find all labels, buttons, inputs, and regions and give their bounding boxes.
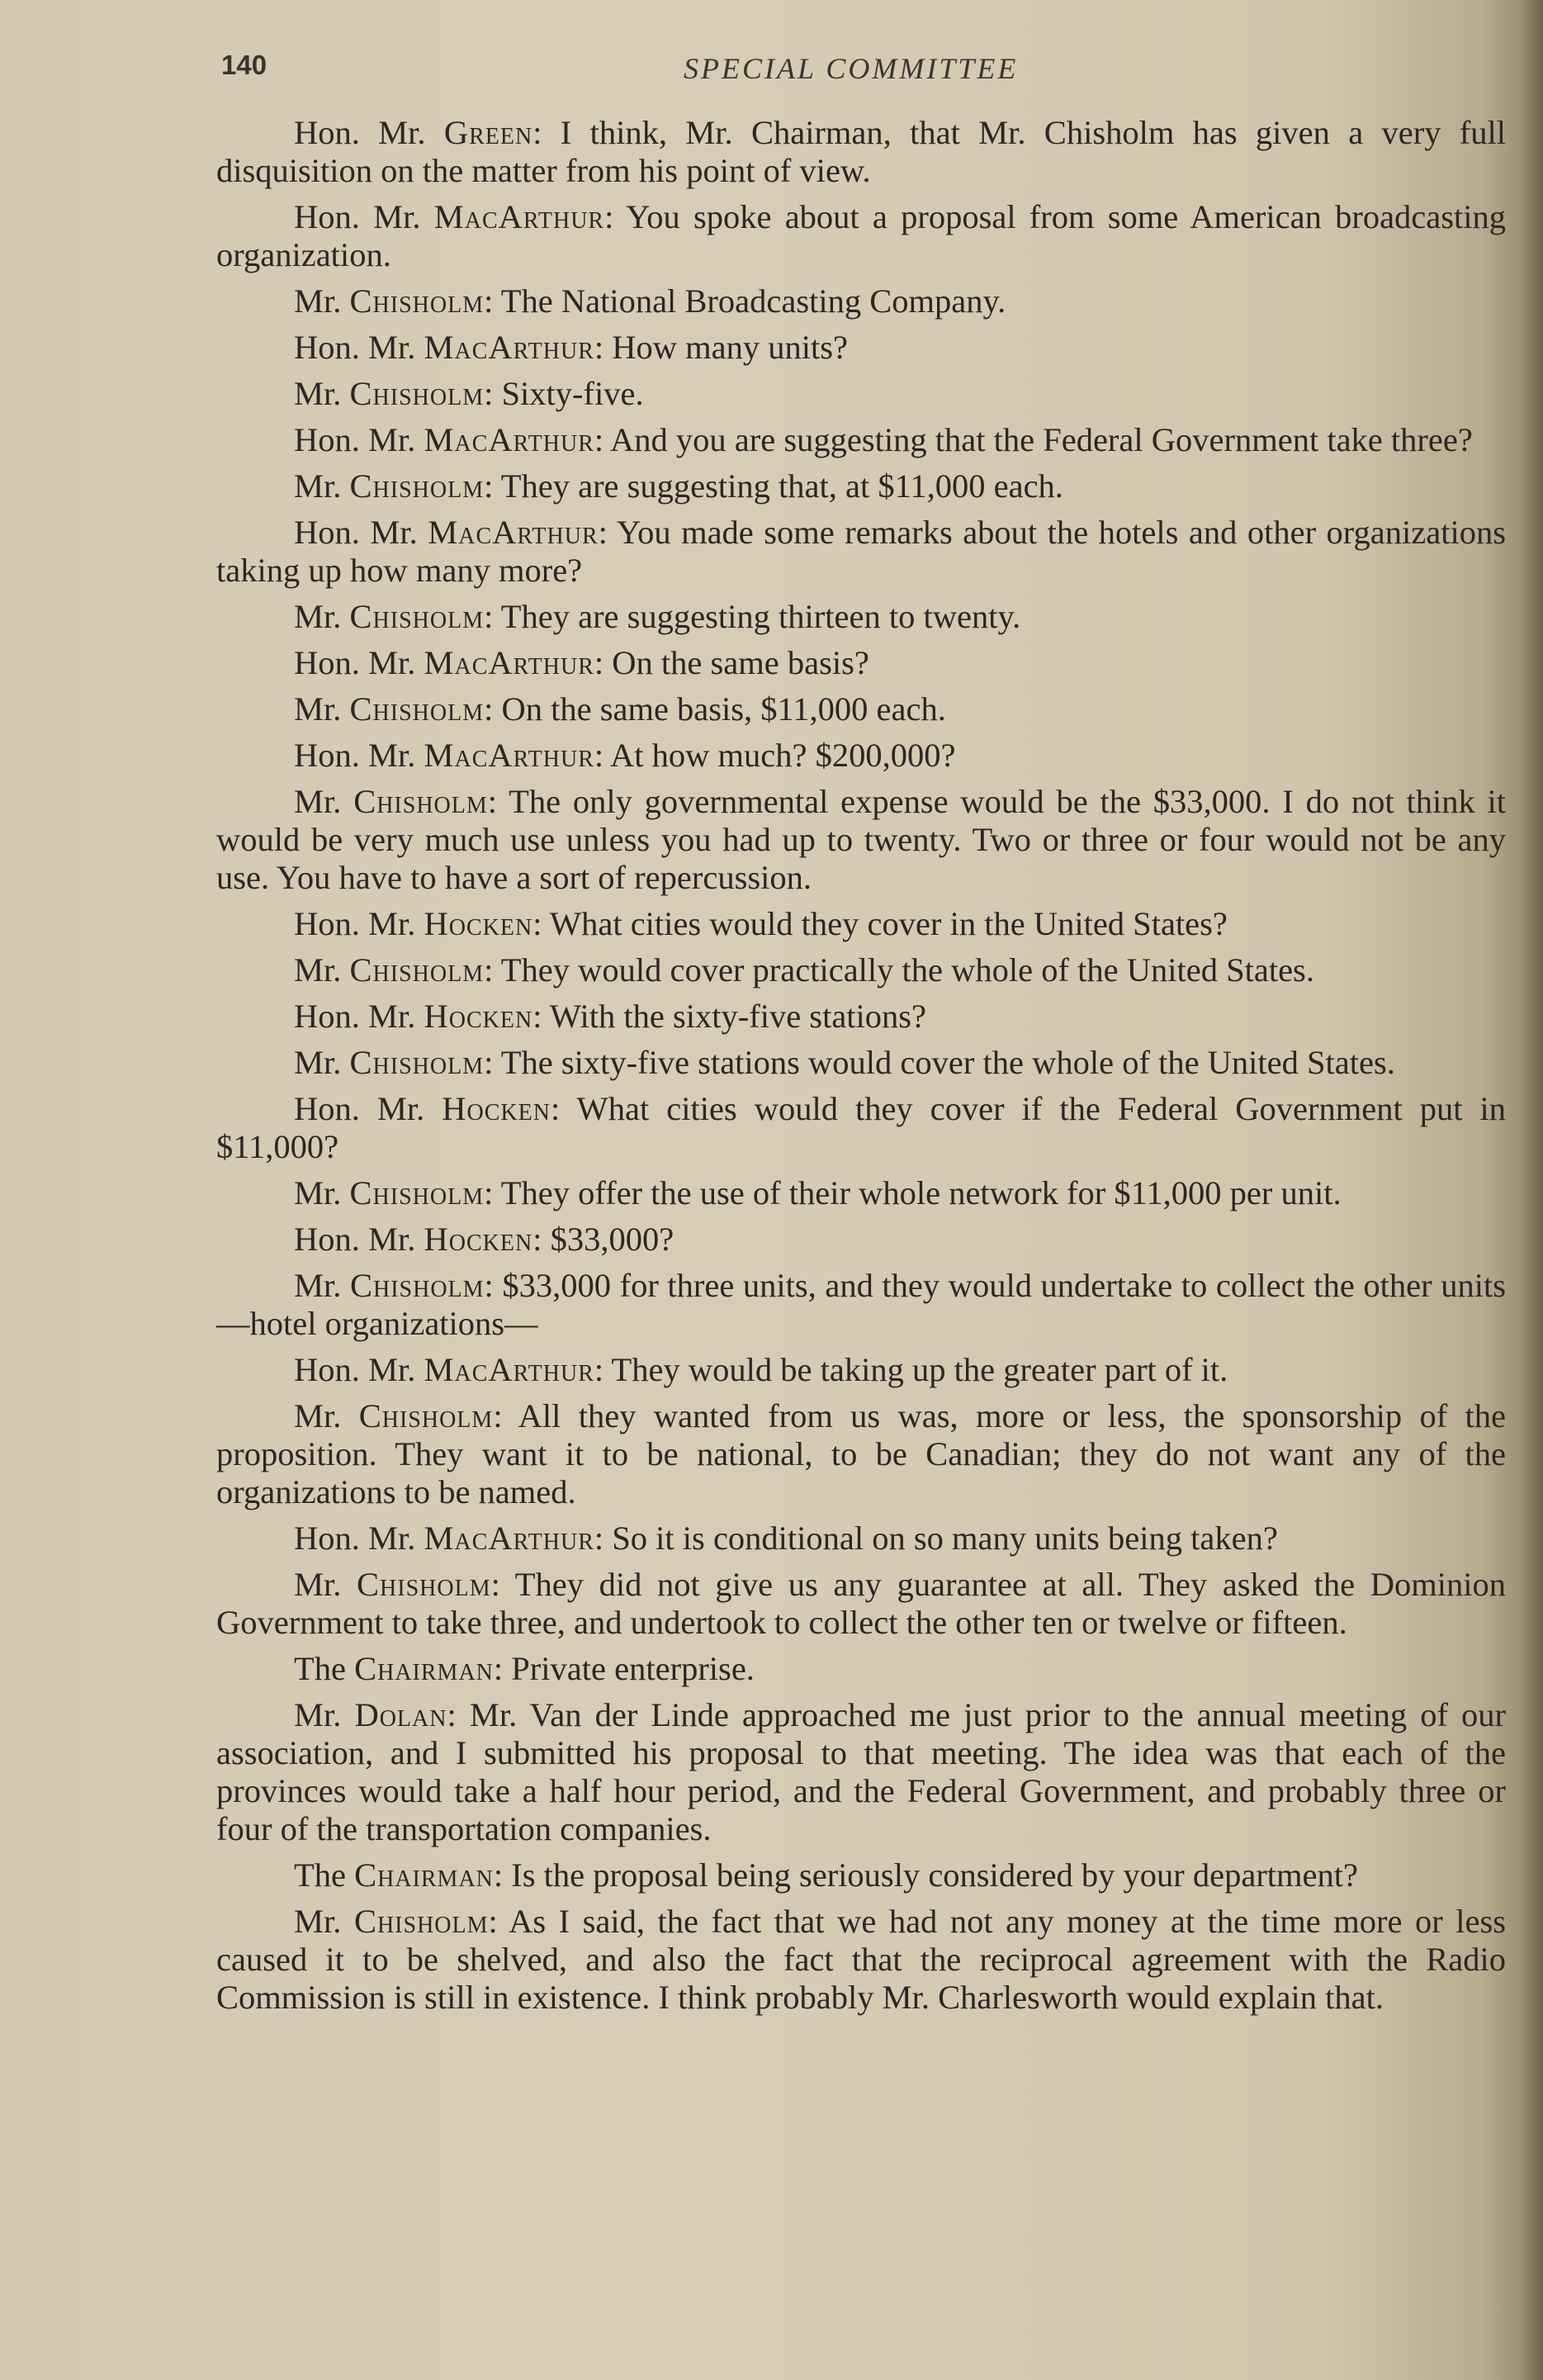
speech-text: The only governmental expense would be the $33,000. I do not think it would be very much use unless you had up to twenty. Two or three or four would not be any use. You have to have a sort of repercussion. xyxy=(216,783,1507,896)
speech-text: At how much? $200,000? xyxy=(610,737,956,774)
speech-text: $33,000 for three units, and they would undertake to collect the other units—hotel organizations— xyxy=(216,1267,1506,1342)
transcript-paragraph: Hon. Mr. Hocken: With the sixty-five stations? xyxy=(294,998,927,1035)
transcript-paragraph: Mr. Chisholm: The only governmental expense would be the $33,000. I do not think it would be very much use unless you had up to twenty. Two or three or four would not be any use. You have to have a sort of repercussion. xyxy=(216,783,1507,896)
speaker-title: Hon. Mr. xyxy=(294,1351,416,1388)
speaker-name: Hocken xyxy=(424,905,533,942)
speech-text: How many units? xyxy=(612,329,848,366)
speaker-name: Hocken xyxy=(424,998,533,1035)
speaker-name: Chairman xyxy=(354,1856,494,1894)
speaker-name: MacArthur xyxy=(424,1520,594,1557)
transcript-paragraph: Mr. Chisholm: All they wanted from us was, more or less, the sponsorship of the proposition. They want it to be national, to be Canadian; they do not want any of the organizations to be named. xyxy=(216,1397,1506,1510)
speech-text: On the same basis, $11,000 each. xyxy=(501,690,946,728)
speaker-title: Mr. xyxy=(294,282,342,320)
transcript-paragraph: Mr. Chisholm: They are suggesting that, at $11,000 each. xyxy=(294,467,1063,505)
speaker-title: The xyxy=(294,1650,346,1687)
transcript-paragraph: Hon. Mr. Hocken: What cities would they cover if the Federal Government put in $11,000? xyxy=(216,1090,1506,1165)
transcript-paragraph: Mr. Chisholm: On the same basis, $11,000 each. xyxy=(294,690,946,728)
speaker-title: Mr. xyxy=(294,783,342,820)
speech-text: The sixty-five stations would cover the whole of the United States. xyxy=(500,1044,1395,1081)
speaker-title: Hon. Mr. xyxy=(294,905,416,942)
transcript-paragraph: Mr. Chisholm: They offer the use of their whole network for $11,000 per unit. xyxy=(294,1174,1342,1211)
transcript-paragraph: Mr. Dolan: Mr. Van der Linde approached me just prior to the annual meeting of our association, and I submitted his proposal to that meeting. The idea was that each of the provinces would take a half hour period, and the Federal Government, and probably three or four of the transportation companies. xyxy=(216,1696,1507,1847)
transcript-paragraph: Hon. Mr. Green: I think, Mr. Chairman, that Mr. Chisholm has given a very full disquisition on the matter from his point of view. xyxy=(216,114,1506,189)
page-edge-shadow xyxy=(1522,0,1543,2380)
speaker-title: Mr. xyxy=(294,1044,342,1081)
page-number: 140 xyxy=(221,50,267,80)
speaker-name: MacArthur xyxy=(433,198,605,235)
speech-text: They offer the use of their whole network for $11,000 per unit. xyxy=(500,1174,1342,1211)
speech-text: With the sixty-five stations? xyxy=(549,998,927,1035)
speaker-title: Mr. xyxy=(294,467,342,505)
speaker-title: Hon. Mr. xyxy=(294,1221,416,1258)
speech-text: Sixty-five. xyxy=(501,375,644,412)
speaker-title: Hon. Mr. xyxy=(294,998,416,1035)
transcript-paragraph: Mr. Chisholm: They did not give us any guarantee at all. They asked the Dominion Government to take three, and undertook to collect the other ten or twelve or fifteen. xyxy=(216,1566,1507,1641)
transcript-paragraph: Hon. Mr. MacArthur: So it is conditional on so many units being taken? xyxy=(294,1520,1278,1557)
speech-text: On the same basis? xyxy=(612,644,869,681)
transcript-paragraph: The Chairman: Is the proposal being seriously considered by your department? xyxy=(294,1856,1359,1894)
speaker-title: Hon. Mr. xyxy=(294,198,421,235)
speech-text: You spoke about a proposal from some American broadcasting organization. xyxy=(216,198,1507,273)
speaker-name: Chisholm xyxy=(349,598,485,635)
transcript-paragraph: Mr. Chisholm: They are suggesting thirteen to twenty. xyxy=(294,598,1021,635)
speaker-name: Hocken xyxy=(442,1090,551,1127)
speaker-title: Mr. xyxy=(294,951,342,989)
speech-text: All they wanted from us was, more or less, the sponsorship of the proposition. They want it to be national, to be Canadian; they do not want any of the organizations to be named. xyxy=(216,1397,1506,1510)
speaker-title: Hon. Mr. xyxy=(294,329,416,366)
speaker-name: MacArthur xyxy=(424,421,594,458)
speech-text: I think, Mr. Chairman, that Mr. Chisholm has given a very full disquisition on the matter from his point of view. xyxy=(216,114,1506,189)
transcript-paragraph: Mr. Chisholm: As I said, the fact that we had not any money at the time more or less caused it to be shelved, and also the fact that the reciprocal agreement with the Radio Commission is still in existence. I think probably Mr. Charlesworth would explain that. xyxy=(216,1903,1506,2016)
speaker-name: Hocken xyxy=(424,1221,533,1258)
speaker-title: Hon. Mr. xyxy=(294,737,416,774)
speech-text: What cities would they cover if the Federal Government put in $11,000? xyxy=(216,1090,1506,1165)
transcript-paragraph: The Chairman: Private enterprise. xyxy=(294,1650,755,1687)
speaker-title: Hon. Mr. xyxy=(294,644,416,681)
speaker-title: Mr. xyxy=(294,1903,342,1940)
speaker-name: MacArthur xyxy=(424,1351,594,1388)
speaker-name: Chisholm xyxy=(353,783,488,820)
speaker-name: MacArthur xyxy=(428,514,599,551)
speaker-title: Hon. Mr. xyxy=(294,1520,416,1557)
speaker-name: MacArthur xyxy=(424,737,594,774)
speech-text: You made some remarks about the hotels and other organizations taking up how many more? xyxy=(216,514,1507,589)
speech-text: They would be taking up the greater part of it. xyxy=(611,1351,1228,1388)
speaker-title: Hon. Mr. xyxy=(294,1090,425,1127)
transcript-paragraph: Hon. Mr. Hocken: $33,000? xyxy=(294,1221,674,1258)
speaker-title: Mr. xyxy=(294,375,342,412)
speaker-name: Chisholm xyxy=(349,1044,485,1081)
speech-text: They did not give us any guarantee at all. They asked the Dominion Government to take three, and undertook to collect the other ten or twelve or fifteen. xyxy=(216,1566,1507,1641)
transcript-paragraph: Hon. Mr. MacArthur: They would be taking up the greater part of it. xyxy=(294,1351,1228,1388)
speaker-name: Chisholm xyxy=(357,1566,491,1603)
page-header xyxy=(221,50,1503,99)
transcript-paragraph: Mr. Chisholm: The sixty-five stations would cover the whole of the United States. xyxy=(294,1044,1395,1081)
transcript-paragraph: Hon. Mr. Hocken: What cities would they cover in the United States? xyxy=(294,905,1228,942)
speaker-name: Green xyxy=(443,114,533,151)
speaker-name: Chisholm xyxy=(349,951,485,989)
speech-text: They are suggesting that, at $11,000 each. xyxy=(500,467,1063,505)
speaker-name: MacArthur xyxy=(424,329,594,366)
transcript-paragraph: Mr. Chisholm: $33,000 for three units, and they would undertake to collect the other units—hotel organizations— xyxy=(216,1267,1506,1342)
transcript-paragraph: Hon. Mr. MacArthur: You spoke about a proposal from some American broadcasting organization. xyxy=(216,198,1507,273)
speaker-title: Hon. Mr. xyxy=(294,421,416,458)
speaker-title: Mr. xyxy=(294,1174,342,1211)
speaker-name: Dolan xyxy=(354,1696,447,1733)
speaker-name: Chairman xyxy=(354,1650,494,1687)
transcript-paragraph: Mr. Chisholm: Sixty-five. xyxy=(294,375,644,412)
speaker-name: MacArthur xyxy=(424,644,594,681)
transcript-body xyxy=(216,114,1506,2025)
speaker-title: The xyxy=(294,1856,346,1894)
speaker-title: Mr. xyxy=(294,598,342,635)
transcript-paragraph: Hon. Mr. MacArthur: On the same basis? xyxy=(294,644,869,681)
transcript-paragraph: Mr. Chisholm: The National Broadcasting Company. xyxy=(294,282,1006,320)
speaker-name: Chisholm xyxy=(358,1397,494,1434)
speech-text: They would cover practically the whole of the United States. xyxy=(500,951,1314,989)
speech-text: The National Broadcasting Company. xyxy=(500,282,1006,320)
speech-text: As I said, the fact that we had not any money at the time more or less caused it to be shelved, and also the fact that the reciprocal agreement with the Radio Commission is still in existence. I think probably Mr. Charlesworth would explain that. xyxy=(216,1903,1506,2016)
speech-text: Mr. Van der Linde approached me just prior to the annual meeting of our association, and I submitted his proposal to that meeting. The idea was that each of the provinces would take a half hour period, and the Federal Government, and probably three or four of the transportation companies. xyxy=(216,1696,1507,1847)
transcript-paragraph: Hon. Mr. MacArthur: You made some remarks about the hotels and other organizations taking up how many more? xyxy=(216,514,1507,589)
transcript-paragraph: Hon. Mr. MacArthur: At how much? $200,000? xyxy=(294,737,956,774)
speaker-name: Chisholm xyxy=(349,282,485,320)
speaker-name: Chisholm xyxy=(349,690,485,728)
speaker-name: Chisholm xyxy=(349,467,485,505)
speech-text: $33,000? xyxy=(550,1221,674,1258)
speaker-title: Hon. Mr. xyxy=(294,514,418,551)
speaker-title: Mr. xyxy=(294,1267,342,1304)
speech-text: They are suggesting thirteen to twenty. xyxy=(500,598,1021,635)
running-head: SPECIAL COMMITTEE xyxy=(684,52,1019,85)
speaker-title: Mr. xyxy=(294,1566,342,1603)
speaker-name: Chisholm xyxy=(349,375,485,412)
speech-text: Is the proposal being seriously considered by your department? xyxy=(511,1856,1359,1894)
transcript-paragraph: Hon. Mr. MacArthur: And you are suggesting that the Federal Government take three? xyxy=(294,421,1473,458)
speaker-title: Mr. xyxy=(294,1397,342,1434)
transcript-paragraph: Hon. Mr. MacArthur: How many units? xyxy=(294,329,848,366)
speech-text: And you are suggesting that the Federal Government take three? xyxy=(610,421,1473,458)
speech-text: Private enterprise. xyxy=(511,1650,755,1687)
speech-text: What cities would they cover in the United States? xyxy=(549,905,1228,942)
speaker-title: Hon. Mr. xyxy=(294,114,426,151)
speaker-name: Chisholm xyxy=(353,1903,489,1940)
speaker-name: Chisholm xyxy=(349,1174,485,1211)
speech-text: So it is conditional on so many units being taken? xyxy=(612,1520,1278,1557)
speaker-title: Mr. xyxy=(294,690,342,728)
transcript-paragraph: Mr. Chisholm: They would cover practically the whole of the United States. xyxy=(294,951,1314,989)
speaker-title: Mr. xyxy=(294,1696,342,1733)
speaker-name: Chisholm xyxy=(349,1267,485,1304)
